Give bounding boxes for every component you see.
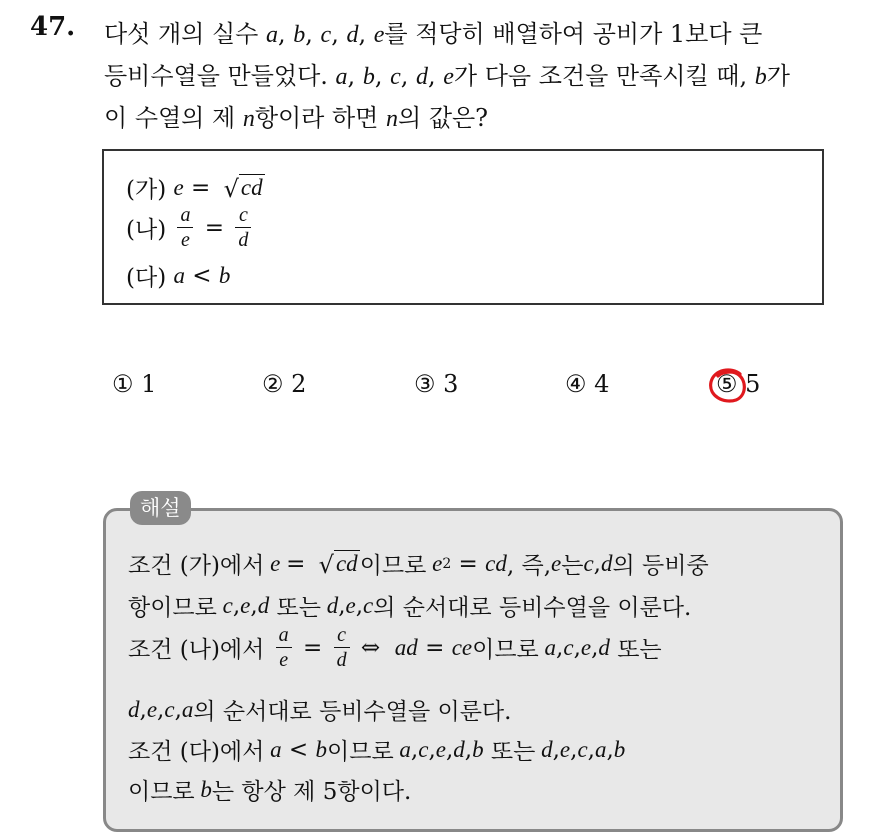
question-line-3: 이 수열의 제 n항이라 하면 n의 값은? — [104, 104, 489, 132]
conditions-box — [102, 149, 824, 305]
problem-number: 47. — [30, 12, 76, 42]
fraction-c-over-d: $\frac{c}{d}$ — [334, 625, 350, 670]
solution-box — [103, 508, 843, 832]
fraction-c-over-d: $\frac{c}{d}$ — [235, 205, 251, 250]
solution-line-6: 이므로 b 는 항상 제 5항이다. — [128, 776, 412, 805]
solution-line-5: 조건 (다)에서 a < b 이므로 a , c , e , d , b 또는 d , e , c , a , b — [128, 736, 626, 765]
condition-na: (나) $\frac{a}{e}$ = $\frac{c}{d}$ — [126, 205, 255, 250]
condition-da: (다) a < b — [126, 262, 231, 291]
condition-ga: (가) e = √ cd — [126, 174, 263, 203]
choice-5[interactable]: ⑤ 5 — [716, 370, 761, 398]
question-line-1: 다섯 개의 실수 a, b, c, d, e를 적당히 배열하여 공비가 1보다 큰 — [104, 20, 763, 48]
question-line-2: 등비수열을 만들었다. a, b, c, d, e가 다음 조건을 만족시킬 때, b가 — [104, 62, 790, 90]
sqrt-symbol: √ cd — [223, 174, 263, 203]
choice-3[interactable]: ③ 3 — [414, 370, 459, 398]
choice-2[interactable]: ② 2 — [262, 370, 307, 398]
choice-1[interactable]: ① 1 — [112, 370, 157, 398]
fraction-a-over-e: $\frac{a}{e}$ — [177, 205, 193, 250]
choice-4[interactable]: ④ 4 — [565, 370, 610, 398]
fraction-a-over-e: $\frac{a}{e}$ — [276, 625, 292, 670]
solution-line-3: 조건 (나)에서 $\frac{a}{e}$ = $\frac{c}{d}$ ⇔ ad = ce 이므로 a , c , e , d 또는 — [128, 624, 662, 671]
solution-tag: 해설 — [130, 491, 191, 525]
selected-answer-circle-icon — [706, 366, 750, 406]
sqrt-symbol: √ cd — [318, 550, 358, 579]
solution-line-2: 항이므로 c , e , d 또는 d , e , c 의 순서대로 등비수열을 이룬다. — [128, 592, 692, 621]
solution-line-4: d , e , c , a 의 순서대로 등비수열을 이룬다. — [128, 696, 512, 725]
solution-line-1: 조건 (가)에서 e = √ cd 이므로 e 2 = cd , 즉, e 는 c , d 의 등비중 — [128, 550, 709, 579]
answer-choices — [0, 370, 884, 406]
